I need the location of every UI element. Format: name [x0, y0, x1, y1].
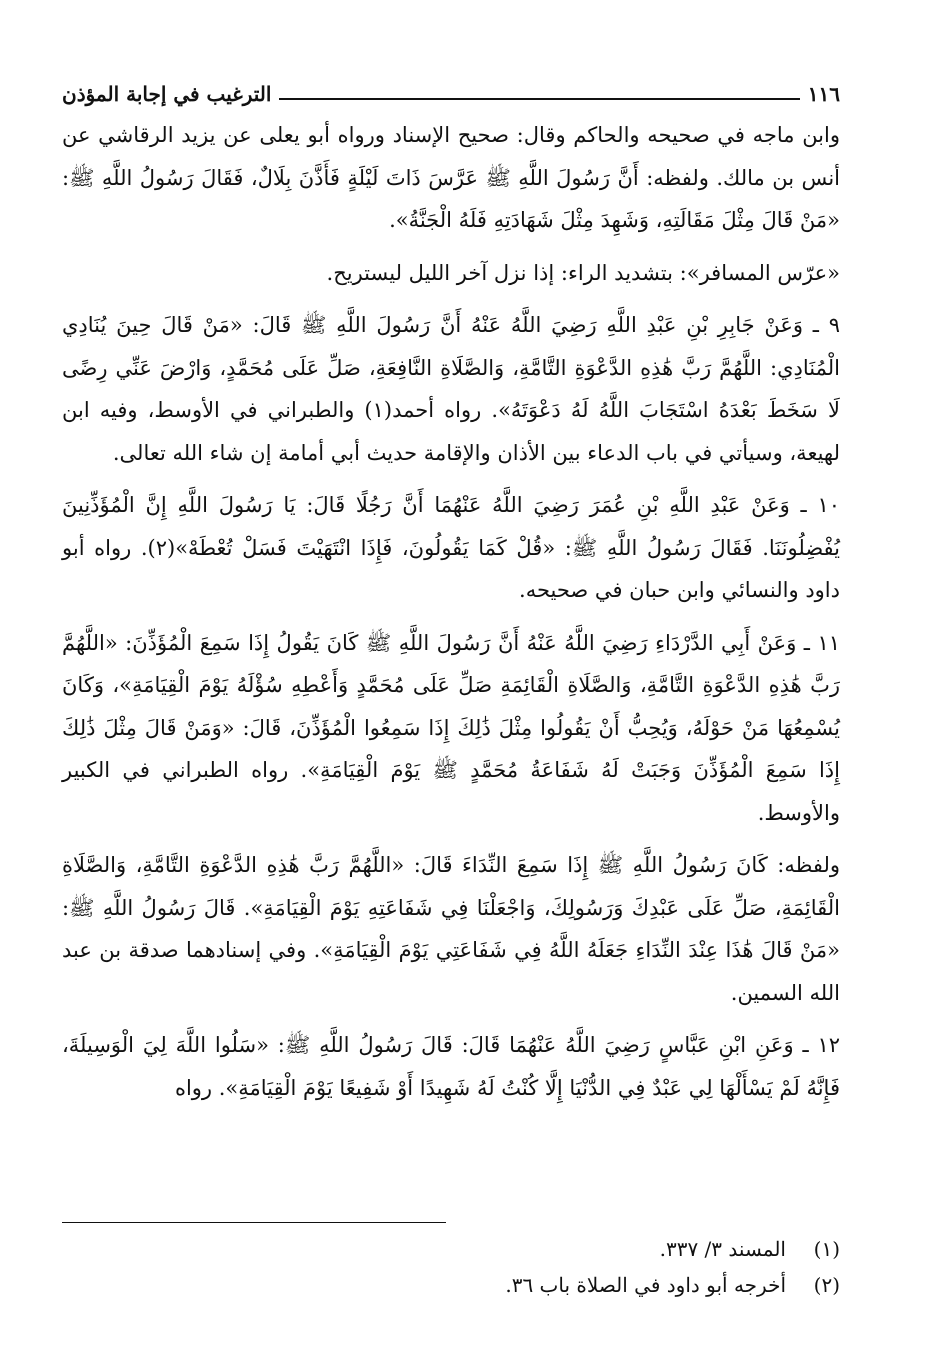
- body-text: [62, 114, 840, 1109]
- hadith-10: ١٠ ـ وَعَنْ عَبْدِ اللَّهِ بْنِ عُمَرَ رَضِيَ اللَّهُ عَنْهُمَا أَنَّ رَجُلًا قَالَ: يَا رَسُولَ اللَّهِ إِنَّ الْمُؤَذِّنِينَ يُفْضِلُونَنَا. فَقَالَ رَسُولُ اللَّهِ ﷺ: «قُلْ كَمَا يَقُولُونَ، فَإِذَا انْتَهَيْتَ فَسَلْ تُعْطَهْ»(٢). رواه أبو داود والنسائي وابن حبان في صحيحه.: [62, 493, 840, 602]
- footnotes: [62, 1222, 840, 1303]
- footnote-item: [62, 1267, 840, 1303]
- footnote-number: (٢): [813, 1273, 840, 1297]
- footnote-rule: [62, 1222, 446, 1223]
- paragraph-continuation: وابن ماجه في صحيحه والحاكم وقال: صحيح الإسناد ورواه أبو يعلى عن يزيد الرقاشي عن أنس بن مالك. ولفظه: أَنَّ رَسُولَ اللَّهِ ﷺ عَرَّسَ ذَاتَ لَيْلَةٍ فَأَذَّنَ بِلَالٌ، فَقَالَ رَسُولُ اللَّهِ ﷺ: «مَنْ قَالَ مِثْلَ مَقَالَتِهِ، وَشَهِدَ مِثْلَ شَهَادَتِهِ فَلَهُ الْجَنَّةُ».: [62, 123, 840, 232]
- hadith-12: ١٢ ـ وَعَنِ ابْنِ عَبَّاسٍ رَضِيَ اللَّهُ عَنْهُمَا قَالَ: قَالَ رَسُولُ اللَّهِ ﷺ: «سَلُوا اللَّهَ لِيَ الْوَسِيلَةَ، فَإِنَّهُ لَمْ يَسْأَلْهَا لِي عَبْدٌ فِي الدُّنْيَا إِلَّا كُنْتُ لَهُ شَهِيدًا أَوْ شَفِيعًا يَوْمَ الْقِيَامَةِ». رواه: [62, 1033, 840, 1100]
- header-rule: [279, 98, 799, 100]
- footnote-text: أخرجه أبو داود في الصلاة باب ٣٦.: [505, 1273, 786, 1297]
- page-content: [62, 76, 840, 1109]
- paragraph-gloss: «عرّس المسافر»: بتشديد الراء: إذا نزل آخر الليل ليستريح.: [326, 260, 840, 285]
- hadith-9: ٩ ـ وَعَنْ جَابِرِ بْنِ عَبْدِ اللَّهِ رَضِيَ اللَّهُ عَنْهُ أَنَّ رَسُولَ اللَّهِ ﷺ قَالَ: «مَنْ قَالَ حِينَ يُنَادِي الْمُنَادِي: اللَّهُمَّ رَبَّ هَٰذِهِ الدَّعْوَةِ التَّامَّةِ، وَالصَّلَاةِ النَّافِعَةِ، صَلِّ عَلَى مُحَمَّدٍ، وَارْضَ عَنِّي رِضًى لَا سَخَطَ بَعْدَهُ اسْتَجَابَ اللَّهُ لَهُ دَعْوَتَهُ». رواه أحمد(١) والطبراني في الأوسط، وفيه ابن لهيعة، وسيأتي في باب الدعاء بين الأذان والإقامة حديث أبي أمامة إن شاء الله تعالى.: [62, 313, 840, 465]
- running-header: [62, 76, 840, 106]
- footnote-number: (١): [813, 1237, 840, 1261]
- footnote-list: [62, 1231, 840, 1303]
- page-number: ١١٦: [807, 82, 840, 106]
- hadith-11: ١١ ـ وَعَنْ أَبِي الدَّرْدَاءِ رَضِيَ اللَّهُ عَنْهُ أَنَّ رَسُولَ اللَّهِ ﷺ كَانَ يَقُولُ إِذَا سَمِعَ الْمُؤَذِّنَ: «اللَّهُمَّ رَبَّ هَٰذِهِ الدَّعْوَةِ التَّامَّةِ، وَالصَّلَاةِ الْقَائِمَةِ صَلِّ عَلَى مُحَمَّدٍ وَأَعْطِهِ سُؤْلَهُ يَوْمَ الْقِيَامَةِ»، وَكَانَ يُسْمِعُهَا مَنْ حَوْلَهُ، وَيُحِبُّ أَنْ يَقُولُوا مِثْلَ ذَٰلِكَ إِذَا سَمِعُوا الْمُؤَذِّنَ، قَالَ: «وَمَنْ قَالَ مِثْلَ ذَٰلِكَ إِذَا سَمِعَ الْمُؤَذِّنَ وَجَبَتْ لَهُ شَفَاعَةُ مُحَمَّدٍ ﷺ يَوْمَ الْقِيَامَةِ». رواه الطبراني في الكبير والأوسط.: [62, 630, 841, 825]
- page-title: الترغيب في إجابة المؤذن: [62, 82, 272, 106]
- hadith-11-variant: ولفظه: كَانَ رَسُولُ اللَّهِ ﷺ إِذَا سَمِعَ النِّدَاءَ قَالَ: «اللَّهُمَّ رَبَّ هَٰذِهِ الدَّعْوَةِ التَّامَّةِ، وَالصَّلَاةِ الْقَائِمَةِ، صَلِّ عَلَى عَبْدِكَ وَرَسُولِكَ، وَاجْعَلْنَا فِي شَفَاعَتِهِ يَوْمَ الْقِيَامَةِ». قَالَ رَسُولُ اللَّهِ ﷺ: «مَنْ قَالَ هَٰذَا عِنْدَ النِّدَاءِ جَعَلَهُ اللَّهُ فِي شَفَاعَتِي يَوْمَ الْقِيَامَةِ». وفي إسنادهما صدقة بن عبد الله السمين.: [62, 853, 840, 1005]
- footnote-item: [62, 1231, 840, 1267]
- footnote-text: المسند ٣/ ٣٣٧.: [659, 1237, 786, 1261]
